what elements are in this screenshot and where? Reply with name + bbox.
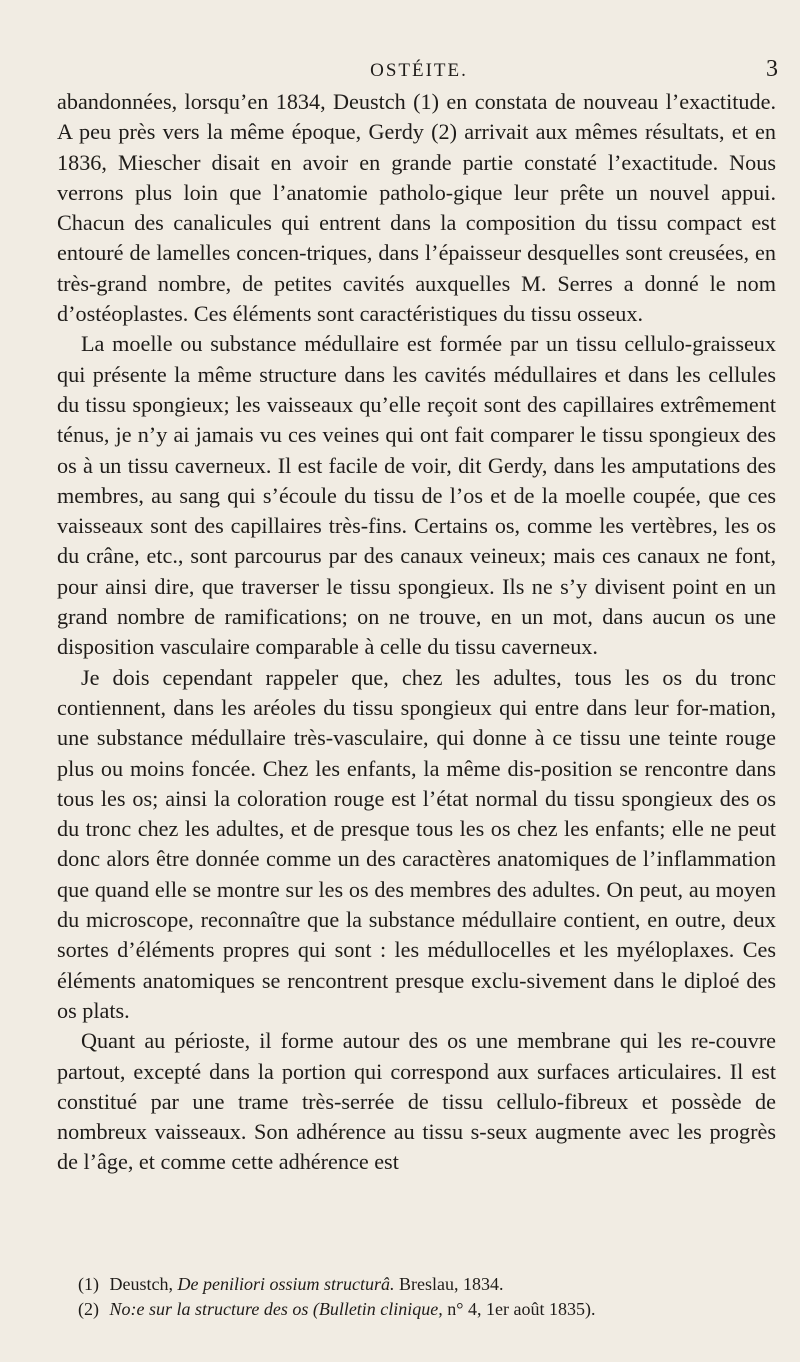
footnote-details: n° 4, 1er août 1835). xyxy=(447,1299,596,1319)
footnote-details: Breslau, 1834. xyxy=(399,1274,504,1294)
page-header xyxy=(60,56,778,84)
footnotes xyxy=(78,1272,778,1322)
paragraph: La moelle ou substance médullaire est formée par un tissu cellulo-graisseux qui présente la même structure dans les cavités médullaires et dans les cellules du tissu spongieux; les vaisseaux qu’elle reçoit sont des capillaires extrêmement ténus, je n’y ai jamais vu ces veines qui ont fait comparer le tissu spongieux des os à un tissu caverneux. Il est facile de voir, dit Gerdy, dans les amputations des membres, au sang qui s’écoule du tissu de l’os et de la moelle coupée, que ces vaisseaux sont des capillaires très-fins. Certains os, comme les vertèbres, les os du crâne, etc., sont parcourus par des canaux veineux; mais ces canaux ne font, pour ainsi dire, que traverser le tissu spongieux. Ils ne s’y divisent point en un grand nombre de ramifications; on ne trouve, en un mot, dans aucun os une disposition vasculaire comparable à celle du tissu caverneux. xyxy=(57,331,776,660)
footnote-number: (2) xyxy=(78,1299,99,1319)
page-number: 3 xyxy=(766,56,778,82)
paragraph: abandonnées, lorsqu’en 1834, Deustch (1) en constata de nouveau l’exactitude. A peu près vers la même époque, Gerdy (2) arrivait aux mêmes résultats, et en 1836, Miescher disait en avoir en grande partie constaté l’exactitude. Nous verrons plus loin que l’anatomie patholo-gique leur prête un nouvel appui. Chacun des canalicules qui entrent dans la composition du tissu compact est entouré de lamelles concen-triques, dans l’épaisseur desquelles sont creusées, en très-grand nombre, de petites cavités auxquelles M. Serres a donné le nom d’ostéoplastes. Ces éléments sont caractéristiques du tissu osseux. xyxy=(57,89,776,327)
paragraph: Quant au périoste, il forme autour des os une membrane qui les re-couvre partout, excepté dans la portion qui correspond aux surfaces articulaires. Il est constitué par une trame très-serrée de tissu cellulo-fibreux et possède de nombreux vaisseaux. Son adhérence au tissu s-seux augmente avec les progrès de l’âge, et comme cette adhérence est xyxy=(57,1028,776,1175)
footnote xyxy=(78,1297,778,1322)
running-title: OSTÉITE. xyxy=(370,60,468,81)
body-text xyxy=(57,87,776,1178)
footnote-number: (1) xyxy=(78,1274,99,1294)
footnote-title: De peniliori ossium structurâ. xyxy=(177,1274,395,1294)
paragraph: Je dois cependant rappeler que, chez les adultes, tous les os du tronc contiennent, dans les aréoles du tissu spongieux qui entre dans leur for-mation, une substance médullaire très-vasculaire, qui donne à ce tissu une teinte rouge plus ou moins foncée. Chez les enfants, la même dis-position se rencontre dans tous les os; ainsi la coloration rouge est l’état normal du tissu spongieux des os du tronc chez les adultes, et de presque tous les os chez les enfants; elle ne peut donc alors être donnée comme un des caractères anatomiques de l’inflammation que quand elle se montre sur les os des membres des adultes. On peut, au moyen du microscope, reconnaître que la substance médullaire contient, en outre, deux sortes d’éléments propres qui sont : les médullocelles et les myéloplaxes. Ces éléments anatomiques se rencontrent presque exclu-sivement dans le diploé des os plats. xyxy=(57,664,776,1023)
footnote-author: Deustch, xyxy=(109,1274,173,1294)
footnote-title: No:e sur la structure des os (Bulletin clinique, xyxy=(109,1299,443,1319)
footnote xyxy=(78,1272,778,1297)
